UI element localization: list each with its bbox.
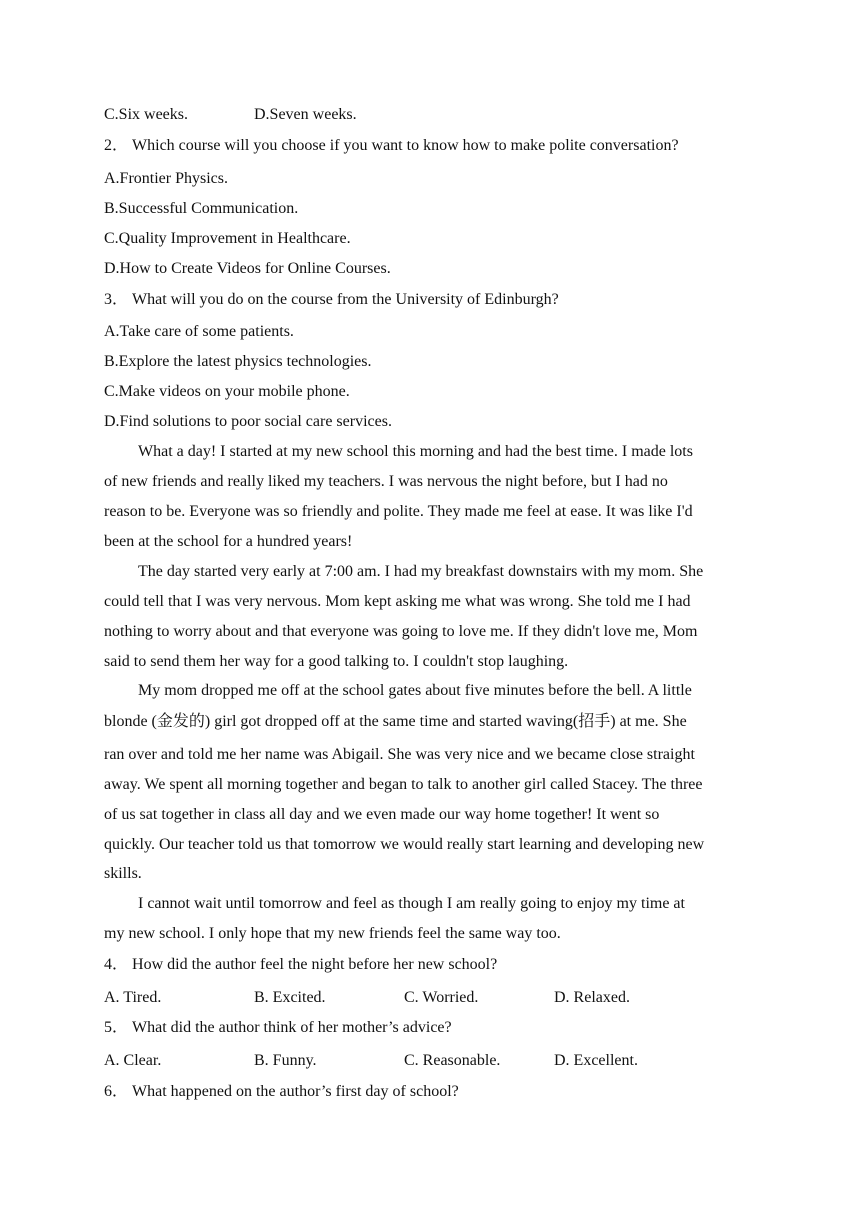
q2-number: 2． [104, 137, 129, 154]
q4-option-a: A. Tired. [104, 989, 162, 1006]
q2-option-d: D.How to Create Videos for Online Courses. [104, 260, 391, 277]
passage-p3-line-3: ran over and told me her name was Abigail. She was very nice and we became close straight [104, 746, 695, 763]
q3-number: 3． [104, 291, 129, 308]
q5-stem [104, 1018, 452, 1038]
q2-option-b: B.Successful Communication. [104, 200, 299, 217]
q2-text: Which course will you choose if you want to know how to make polite conversation? [132, 137, 679, 154]
passage-p1-line-2: of new friends and really liked my teachers. I was nervous the night before, but I had no [104, 473, 668, 490]
q3-option-a: A.Take care of some patients. [104, 323, 294, 340]
q2-option-a: A.Frontier Physics. [104, 170, 228, 187]
q3-option-c: C.Make videos on your mobile phone. [104, 383, 350, 400]
q4-number: 4． [104, 956, 129, 973]
q4-option-d: D. Relaxed. [554, 989, 630, 1006]
q4-stem [104, 955, 497, 975]
q5-number: 5． [104, 1019, 129, 1036]
q1-options-row [104, 105, 357, 125]
q6-number: 6． [104, 1083, 129, 1100]
passage-p2-line-2: could tell that I was very nervous. Mom kept asking me what was wrong. She told me I had [104, 593, 691, 610]
passage-p3-line-6: quickly. Our teacher told us that tomorrow we would really start learning and developing new [104, 836, 705, 853]
q6-text: What happened on the author’s first day of school? [132, 1083, 459, 1100]
q3-option-d: D.Find solutions to poor social care services. [104, 413, 392, 430]
q5-option-a: A. Clear. [104, 1052, 162, 1069]
passage-p2-line-4: said to send them her way for a good talking to. I couldn't stop laughing. [104, 653, 569, 670]
passage-p3-line-2: blonde (金发的) girl got dropped off at the same time and started waving(招手) at me. She [104, 713, 687, 730]
q6-stem [104, 1082, 459, 1102]
q3-text: What will you do on the course from the University of Edinburgh? [132, 291, 559, 308]
passage-p1-line-3: reason to be. Everyone was so friendly and polite. They made me feel at ease. It was like I'd [104, 503, 693, 520]
q3-stem [104, 290, 559, 310]
q5-text: What did the author think of her mother’s advice? [132, 1019, 452, 1036]
passage-p4-line-2: my new school. I only hope that my new friends feel the same way too. [104, 925, 561, 942]
q2-stem [104, 136, 679, 156]
passage-p3-line-5: of us sat together in class all day and we even made our way home together! It went so [104, 806, 660, 823]
passage-p3-line-4: away. We spent all morning together and began to talk to another girl called Stacey. The three [104, 776, 703, 793]
q4-option-b: B. Excited. [254, 989, 326, 1006]
q5-option-b: B. Funny. [254, 1052, 317, 1069]
q4-text: How did the author feel the night before her new school? [132, 956, 498, 973]
q1-option-c: C.Six weeks. [104, 106, 188, 123]
passage-p1-line-1: What a day! I started at my new school this morning and had the best time. I made lots [138, 443, 693, 460]
q4-option-c: C. Worried. [404, 989, 479, 1006]
q2-option-c: C.Quality Improvement in Healthcare. [104, 230, 351, 247]
passage-p2-line-1: The day started very early at 7:00 am. I had my breakfast downstairs with my mom. She [138, 563, 704, 580]
q5-option-d: D. Excellent. [554, 1052, 638, 1069]
q3-option-b: B.Explore the latest physics technologies. [104, 353, 372, 370]
q5-option-c: C. Reasonable. [404, 1052, 501, 1069]
passage-p4-line-1: I cannot wait until tomorrow and feel as though I am really going to enjoy my time at [138, 895, 685, 912]
q1-option-d: D.Seven weeks. [254, 106, 357, 123]
passage-p3-line-7: skills. [104, 865, 142, 882]
passage-p1-line-4: been at the school for a hundred years! [104, 533, 353, 550]
passage-p3-line-1: My mom dropped me off at the school gates about five minutes before the bell. A little [138, 682, 692, 699]
passage-p2-line-3: nothing to worry about and that everyone was going to love me. If they didn't love me, Mom [104, 623, 698, 640]
